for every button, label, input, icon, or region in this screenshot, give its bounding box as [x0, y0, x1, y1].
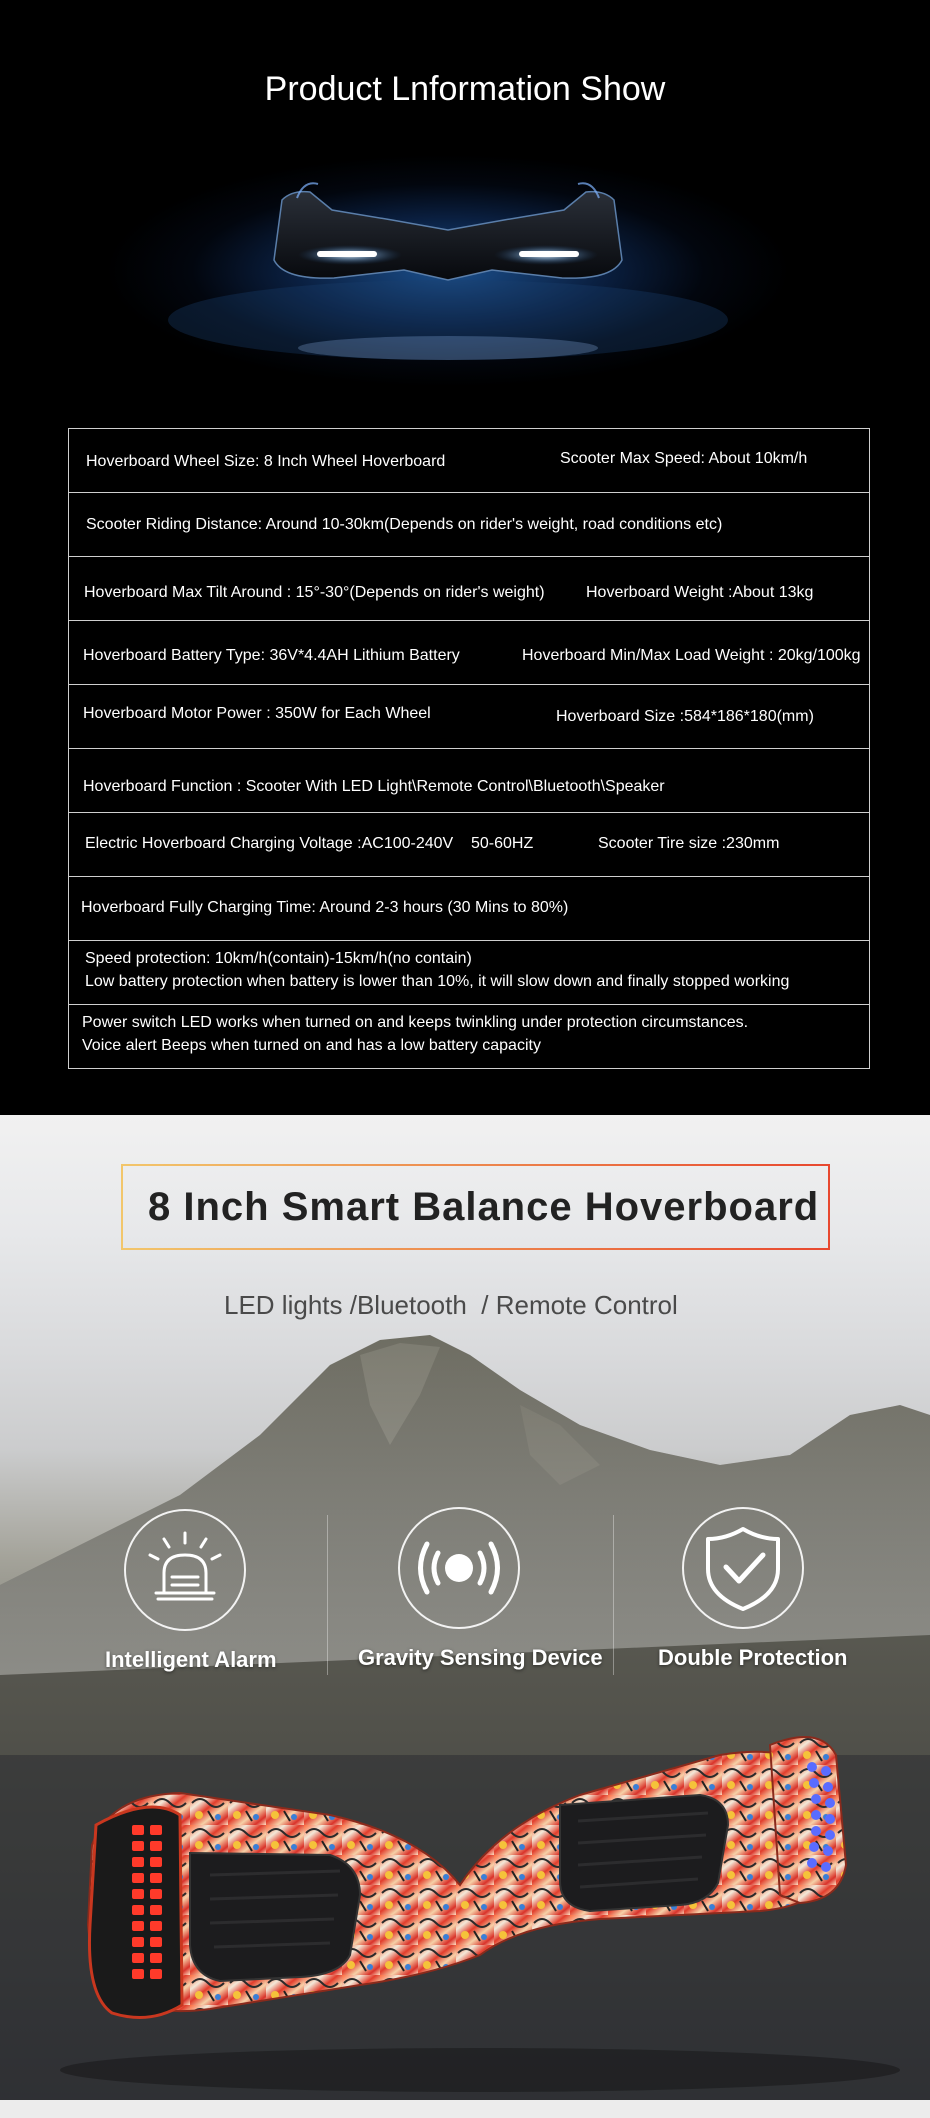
info-title: Product Lnformation Show [264, 70, 666, 108]
spec-weight: Hoverboard Weight :About 13kg [586, 584, 814, 601]
promo-title: 8 Inch Smart Balance Hoverboard [148, 1185, 820, 1229]
graffiti-hoverboard-image [0, 1675, 930, 2100]
feature-divider [327, 1515, 328, 1675]
spec-charging-time: Hoverboard Fully Charging Time: Around 2-3 hours (30 Mins to 80%) [81, 899, 569, 916]
spec-battery-type: Hoverboard Battery Type: 36V*4.4AH Lithium Battery [83, 647, 460, 664]
spec-row [69, 749, 869, 813]
spec-row [69, 429, 869, 493]
spec-row [69, 685, 869, 749]
spec-riding-distance: Scooter Riding Distance: Around 10-30km(Depends on rider's weight, road conditions etc) [86, 516, 723, 533]
feature-double-protection: Double Protection [658, 1645, 848, 1670]
spec-row [69, 621, 869, 685]
spec-row [69, 877, 869, 941]
spec-row [69, 813, 869, 877]
promo-subtitle: LED lights /Bluetooth / Remote Control [224, 1290, 678, 1320]
promo-section [0, 1115, 930, 2100]
spec-max-tilt: Hoverboard Max Tilt Around : 15°-30°(Depends on rider's weight) [84, 584, 545, 601]
spec-power-switch-led: Power switch LED works when turned on and keeps twinkling under protection circumstances. [82, 1014, 749, 1031]
spec-max-speed: Scooter Max Speed: About 10km/h [560, 450, 808, 467]
feature-intelligent-alarm: Intelligent Alarm [105, 1647, 277, 1672]
signal-icon [398, 1507, 520, 1629]
feature-gravity-sensing: Gravity Sensing Device [358, 1645, 603, 1670]
shield-check-icon [682, 1507, 804, 1629]
spec-wheel-size: Hoverboard Wheel Size: 8 Inch Wheel Hoverboard [86, 453, 446, 470]
spec-voice-alert: Voice alert Beeps when turned on and has a low battery capacity [82, 1037, 541, 1054]
alarm-icon [124, 1509, 246, 1631]
spec-row [69, 941, 869, 1005]
spec-row [69, 557, 869, 621]
spec-load-weight: Hoverboard Min/Max Load Weight : 20kg/100kg [522, 647, 861, 664]
spec-low-battery-protection: Low battery protection when battery is lower than 10%, it will slow down and finally stopped working [85, 973, 790, 990]
bottom-strip [0, 2100, 930, 2118]
spec-table [68, 428, 870, 1069]
spec-charging-voltage: Electric Hoverboard Charging Voltage :AC100-240V 50-60HZ [85, 835, 534, 852]
feature-divider [613, 1515, 614, 1675]
spec-row [69, 1005, 869, 1068]
spec-speed-protection: Speed protection: 10km/h(contain)-15km/h(no contain) [85, 950, 472, 967]
spec-function: Hoverboard Function : Scooter With LED Light\Remote Control\Bluetooth\Speaker [83, 778, 665, 795]
spec-board-size: Hoverboard Size :584*186*180(mm) [556, 708, 814, 725]
spec-tire-size: Scooter Tire size :230mm [598, 835, 780, 852]
spec-motor-power: Hoverboard Motor Power : 350W for Each Wheel [83, 705, 431, 722]
spec-row [69, 493, 869, 557]
hoverboard-hero-image [92, 120, 804, 410]
